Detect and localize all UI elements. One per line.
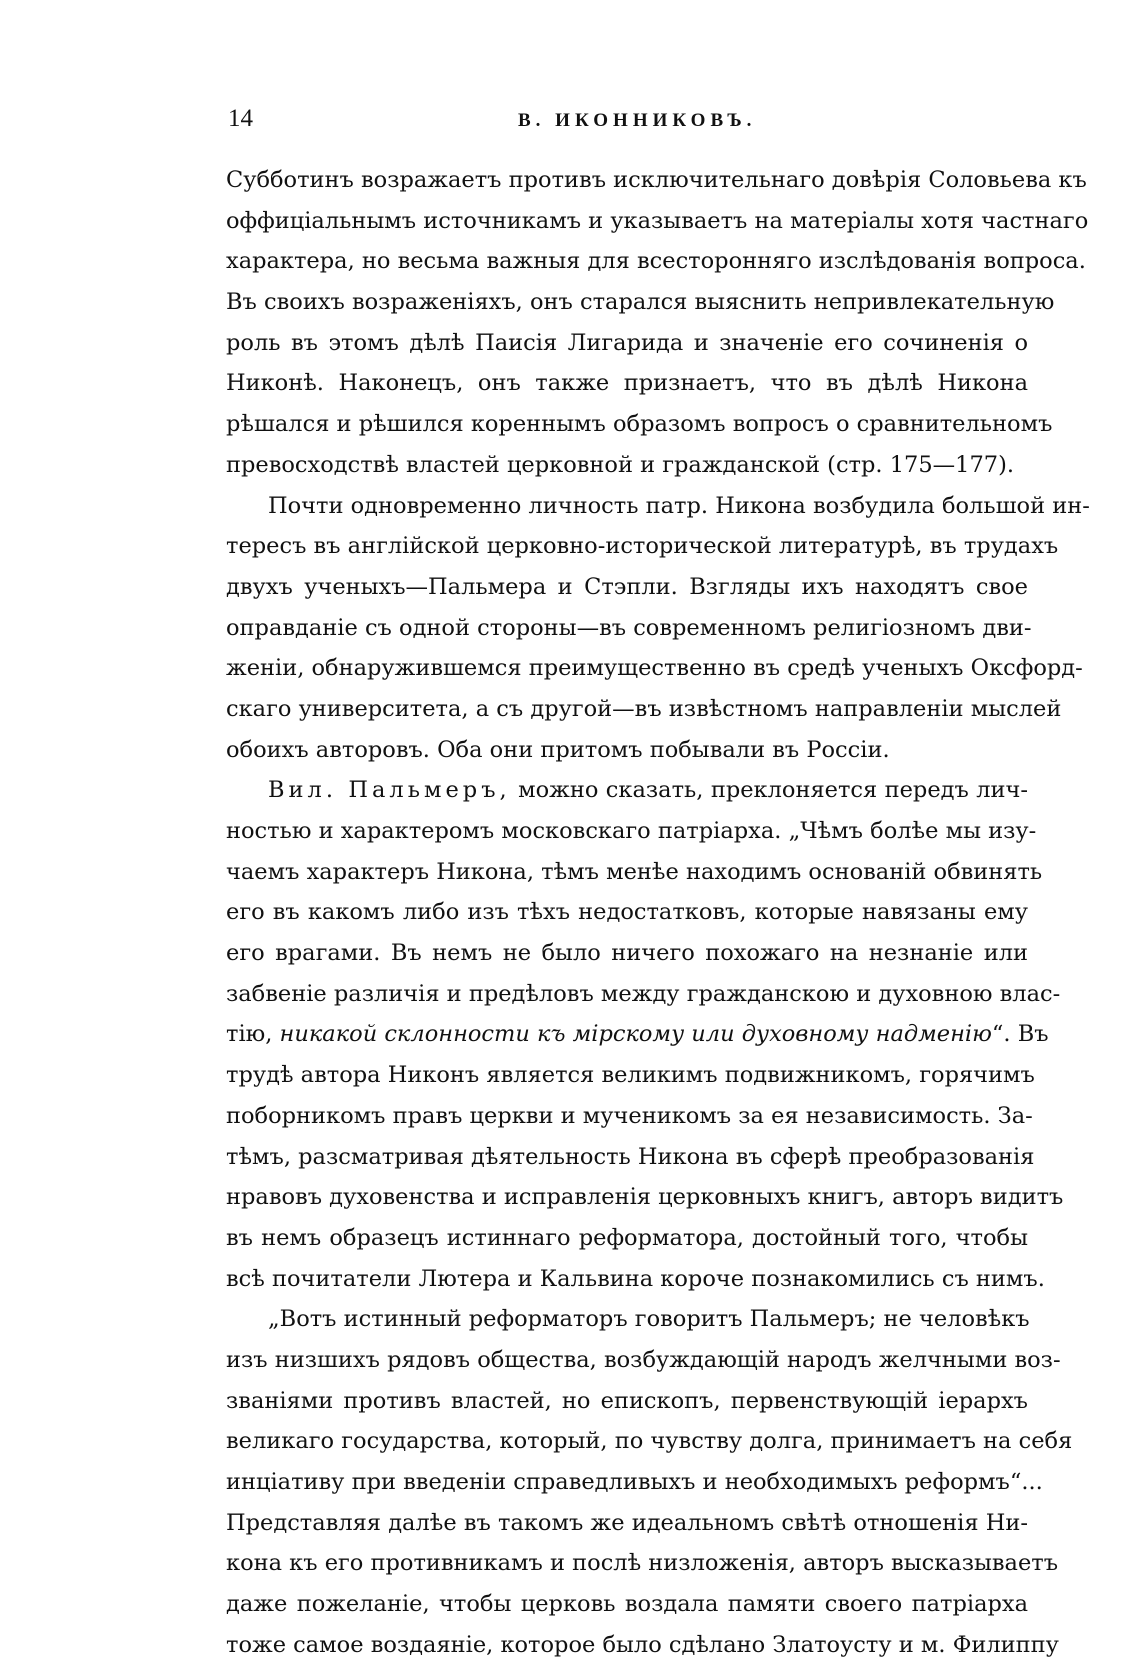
text-line: тересъ въ англійской церковно-исторической литературѣ, въ трудахъ [226, 533, 1059, 560]
text-line: роль въ этомъ дѣлѣ Паисія Лигарида и значеніе его сочиненія о [226, 329, 1028, 356]
text-line: двухъ ученыхъ—Пальмера и Стэпли. Взгляды ихъ находятъ свое [226, 573, 1028, 600]
text-line: тѣмъ, разсматривая дѣятельность Никона въ сферѣ преобразованія [226, 1143, 1035, 1170]
text-line: Представляя далѣе въ такомъ же идеальномъ свѣтѣ отношенія Ни- [226, 1509, 1028, 1536]
running-head: В. ИКОННИКОВЪ. [518, 110, 757, 131]
text-line: рѣшался и рѣшился кореннымъ образомъ вопросъ о сравнительномъ [226, 411, 1053, 438]
text-line [226, 1014, 1049, 1055]
text-line: Никонѣ. Наконецъ, онъ также признаетъ, что въ дѣлѣ Никона [226, 370, 1028, 397]
text-line: оффиціальнымъ источникамъ и указываетъ на матеріалы хотя частнаго [226, 207, 1089, 234]
text-line: трудѣ автора Никонъ является великимъ подвижникомъ, горячимъ [226, 1062, 1035, 1089]
italic-quote: никакой склонности къ мірскому или духовному надменію [279, 1021, 992, 1048]
page-header [228, 102, 1028, 138]
text-line: тоже самое воздаяніе, которое было сдѣлано Златоусту и м. Филиппу [226, 1631, 1059, 1658]
text-line: изъ низшихъ рядовъ общества, возбуждающій народъ желчными воз- [226, 1346, 1061, 1373]
text-line: инціативу при введеніи справедливыхъ и необходимыхъ реформъ“... [226, 1469, 1043, 1495]
text-line: кона къ его противникамъ и послѣ низложенія, авторъ высказываетъ [226, 1550, 1059, 1577]
page-number: 14 [228, 105, 253, 132]
text-line: нравовъ духовенства и исправленія церковныхъ книгъ, авторъ видитъ [226, 1184, 1064, 1211]
text-line: поборникомъ правъ церкви и мученикомъ за ея независимость. За- [226, 1102, 1033, 1129]
text-line: „Вотъ истинный реформаторъ говоритъ Пальмеръ; не человѣкъ [268, 1306, 1030, 1333]
text-line: оправданіе съ одной стороны—въ современномъ религіозномъ дви- [226, 614, 1032, 641]
text-line: обоихъ авторовъ. Оба они притомъ побывали въ Россіи. [226, 736, 890, 763]
body-text [226, 160, 1090, 1665]
text-line: женіи, обнаружившемся преимущественно въ средѣ ученыхъ Оксфорд- [226, 655, 1083, 682]
text-line: званіями противъ властей, но епископъ, первенствующій іерархъ [226, 1387, 1028, 1414]
text-fragment: “. Въ [991, 1021, 1049, 1048]
text-line: Субботинъ возражаетъ противъ исключительнаго довѣрія Соловьева къ [226, 167, 1087, 193]
text-line: ностью и характеромъ московскаго патріарха. „Чѣмъ болѣе мы изу- [226, 818, 1037, 844]
text-line: превосходствѣ властей церковной и гражданской (стр. 175—177). [226, 451, 1015, 478]
text-line: Въ своихъ возраженіяхъ, онъ старался выяснить непривлекательную [226, 289, 1055, 316]
text-line: Почти одновременно личность патр. Никона возбудила большой ин- [268, 492, 1090, 519]
text-fragment: можно сказать, преклоняется передъ лич- [518, 777, 1028, 804]
text-line: характера, но весьма важныя для всесторонняго изслѣдованія вопроса. [226, 248, 1086, 275]
text-line: всѣ почитатели Лютера и Кальвина короче познакомились съ нимъ. [226, 1265, 1045, 1292]
text-line: скаго университета, а съ другой—въ извѣстномъ направленіи мыслей [226, 695, 1062, 722]
text-line: его врагами. Въ немъ не было ничего похожаго на незнаніе или [226, 940, 1028, 967]
text-fragment: тію, [226, 1021, 273, 1048]
text-line [226, 770, 1028, 811]
text-line: великаго государства, который, по чувству долга, принимаетъ на себя [226, 1428, 1073, 1455]
text-line: даже пожеланіе, чтобы церковь воздала памяти своего патріарха [226, 1591, 1028, 1618]
text-line: чаемъ характеръ Никона, тѣмъ менѣе находимъ основаній обвинять [226, 858, 1043, 885]
author-name-spaced: Вил. Пальмеръ, [268, 777, 511, 804]
text-line: въ немъ образецъ истиннаго реформатора, достойный того, чтобы [226, 1224, 1028, 1251]
text-line: забвеніе различія и предѣловъ между гражданскою и духовною влас- [226, 980, 1061, 1007]
text-line: его въ какомъ либо изъ тѣхъ недостатковъ, которые навязаны ему [226, 899, 1028, 926]
